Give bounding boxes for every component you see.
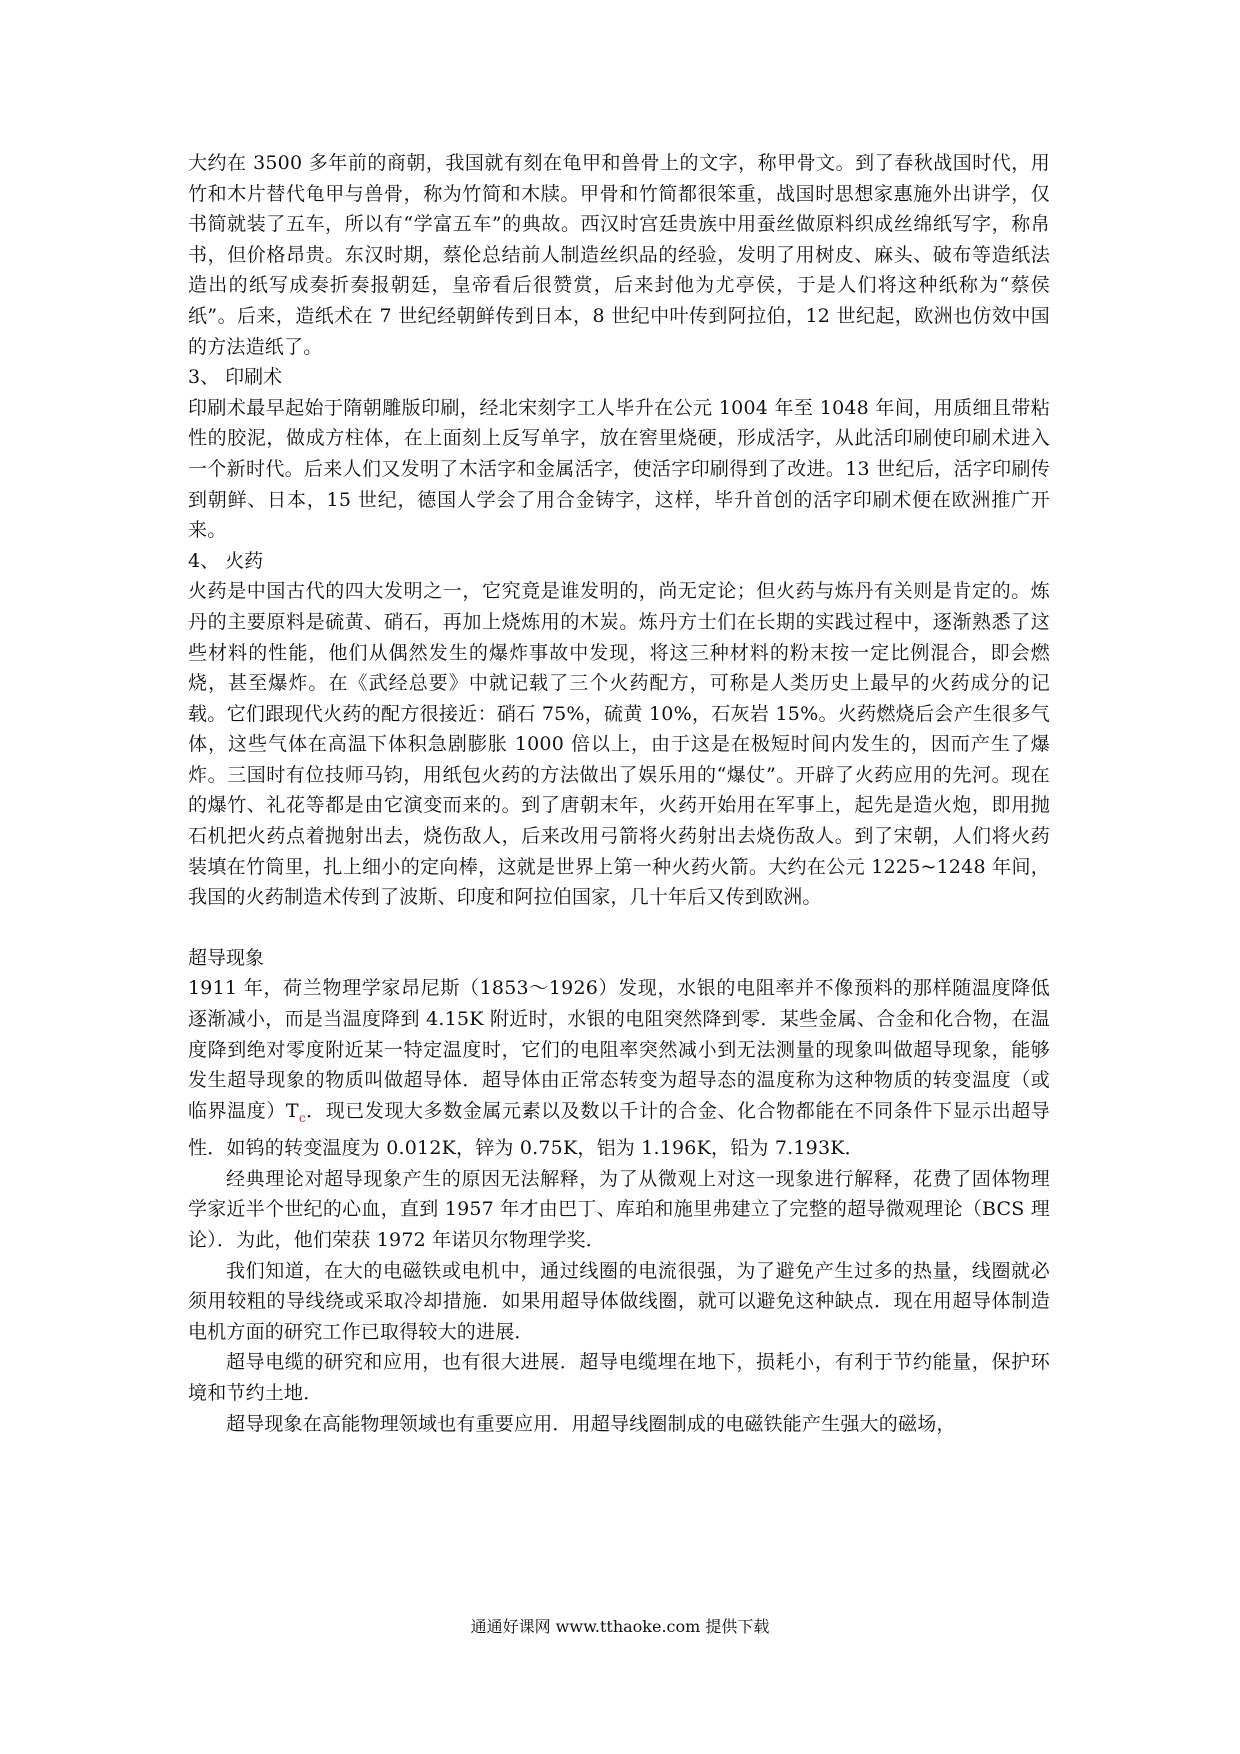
superconductivity-paragraph-4: 超导电缆的研究和应用，也有很大进展．超导电缆埋在地下，损耗小，有利于节约能量，保护环境和节约土地． [188,1351,1050,1404]
superconductivity-paragraph-5: 超导现象在高能物理领域也有重要应用．用超导线圈制成的电磁铁能产生强大的磁场， [226,1412,956,1435]
printing-heading: 3、 印刷术 [188,366,283,389]
superconductivity-paragraph-1 [188,973,1050,1163]
gunpowder-heading: 4、 火药 [188,549,264,572]
tc-subscript: c [298,1110,306,1125]
document-body [188,148,1050,1439]
superconductivity-paragraph-3: 我们知道，在大的电磁铁或电机中，通过线圈的电流很强，为了避免产生过多的热量，线圈就必须用较粗的导线绕或采取冷却措施．如果用超导体做线圈，就可以避免这种缺点．现在用超导体制造电机方面的研究工作已取得较大的进展． [188,1259,1050,1343]
paper-paragraph: 大约在 3500 多年前的商朝，我国就有刻在龟甲和兽骨上的文字，称甲骨文。到了春秋战国时代，用竹和木片替代龟甲与兽骨，称为竹简和木牍。甲骨和竹简都很笨重，战国时思想家惠施外出讲学，仅书简就装了五车，所以有“学富五车”的典故。西汉时宫廷贵族中用蚕丝做原料织成丝绵纸写字，称帛书，但价格昂贵。东汉时期，蔡伦总结前人制造丝织品的经验，发明了用树皮、麻头、破布等造纸法造出的纸写成奏折奏报朝廷，皇帝看后很赞赏，后来封他为尤亭侯，于是人们将这种纸称为“蔡侯纸”。后来，造纸术在 7 世纪经朝鲜传到日本，8 世纪中叶传到阿拉伯，12 世纪起，欧洲也仿效中国的方法造纸了。 [188,152,1050,358]
gunpowder-paragraph: 火药是中国古代的四大发明之一，它究竟是谁发明的，尚无定论；但火药与炼丹有关则是肯定的。炼丹的主要原料是硫黄、硝石，再加上烧炼用的木炭。炼丹方士们在长期的实践过程中，逐渐熟悉了这些材料的性能，他们从偶然发生的爆炸事故中发现，将这三种材料的粉末按一定比例混合，即会燃烧，甚至爆炸。在《武经总要》中就记载了三个火药配方，可称是人类历史上最早的火药成分的记载。它们跟现代火药的配方很接近：硝石 75%，硫黄 10%，石灰岩 15%。火药燃烧后会产生很多气体，这些气体在高温下体积急剧膨胀 1000 倍以上，由于这是在极短时间内发生的，因而产生了爆炸。三国时有位技师马钧，用纸包火药的方法做出了娱乐用的“爆仗”。开辟了火药应用的先河。现在的爆竹、礼花等都是由它演变而来的。到了唐朝末年，火药开始用在军事上，起先是造火炮，即用抛石机把火药点着抛射出去，烧伤敌人，后来改用弓箭将火药射出去烧伤敌人。到了宋朝，人们将火药装填在竹筒里，扎上细小的定向棒，这就是世界上第一种火药火箭。大约在公元 1225~1248 年间，我国的火药制造术传到了波斯、印度和阿拉伯国家，几十年后又传到欧洲。 [188,580,1050,909]
section-spacer [188,913,1050,943]
printing-paragraph: 印刷术最早起始于隋朝雕版印刷，经北宋刻字工人毕升在公元 1004 年至 1048 年间，用质细且带粘性的胶泥，做成方柱体，在上面刻上反写单字，放在窖里烧硬，形成活字，从此活印刷使印刷术进入一个新时代。后来人们又发明了木活字和金属活字，使活字印刷得到了改进。13 世纪后，活字印刷传到朝鲜、日本，15 世纪，德国人学会了用合金铸字，这样，毕升首创的活字印刷术便在欧洲推广开来。 [188,396,1050,542]
superconductivity-heading: 超导现象 [188,946,265,969]
superconductivity-paragraph-2: 经典理论对超导现象产生的原因无法解释，为了从微观上对这一现象进行解释，花费了固体物理学家近半个世纪的心血，直到 1957 年才由巴丁、库珀和施里弗建立了完整的超导微观理论（BCS 理论）．为此，他们荣获 1972 年诺贝尔物理学奖． [188,1167,1050,1251]
superconductivity-text-after-tc: ．现已发现大多数金属元素以及数以千计的合金、化合物都能在不同条件下显示出超导性．如钨的转变温度为 0.012K，锌为 0.75K，铝为 1.196K，铅为 7.193K． [188,1099,1051,1160]
superconductivity-text-before-tc: 1911 年，荷兰物理学家昂尼斯（1853～1926）发现，水银的电阻率并不像预料的那样随温度降低逐渐减小，而是当温度降到 4.15K 附近时，水银的电阻突然降到零．某些金属、合金和化合物，在温度降到绝对零度附近某一特定温度时，它们的电阻率突然减小到无法测量的现象叫做超导现象，能够发生超导现象的物质叫做超导体．超导体由正常态转变为超导态的温度称为这种物质的转变温度（或临界温度）T [188,977,1050,1122]
page-footer: 通通好课网 www.tthaoke.com 提供下载 [470,1617,770,1636]
